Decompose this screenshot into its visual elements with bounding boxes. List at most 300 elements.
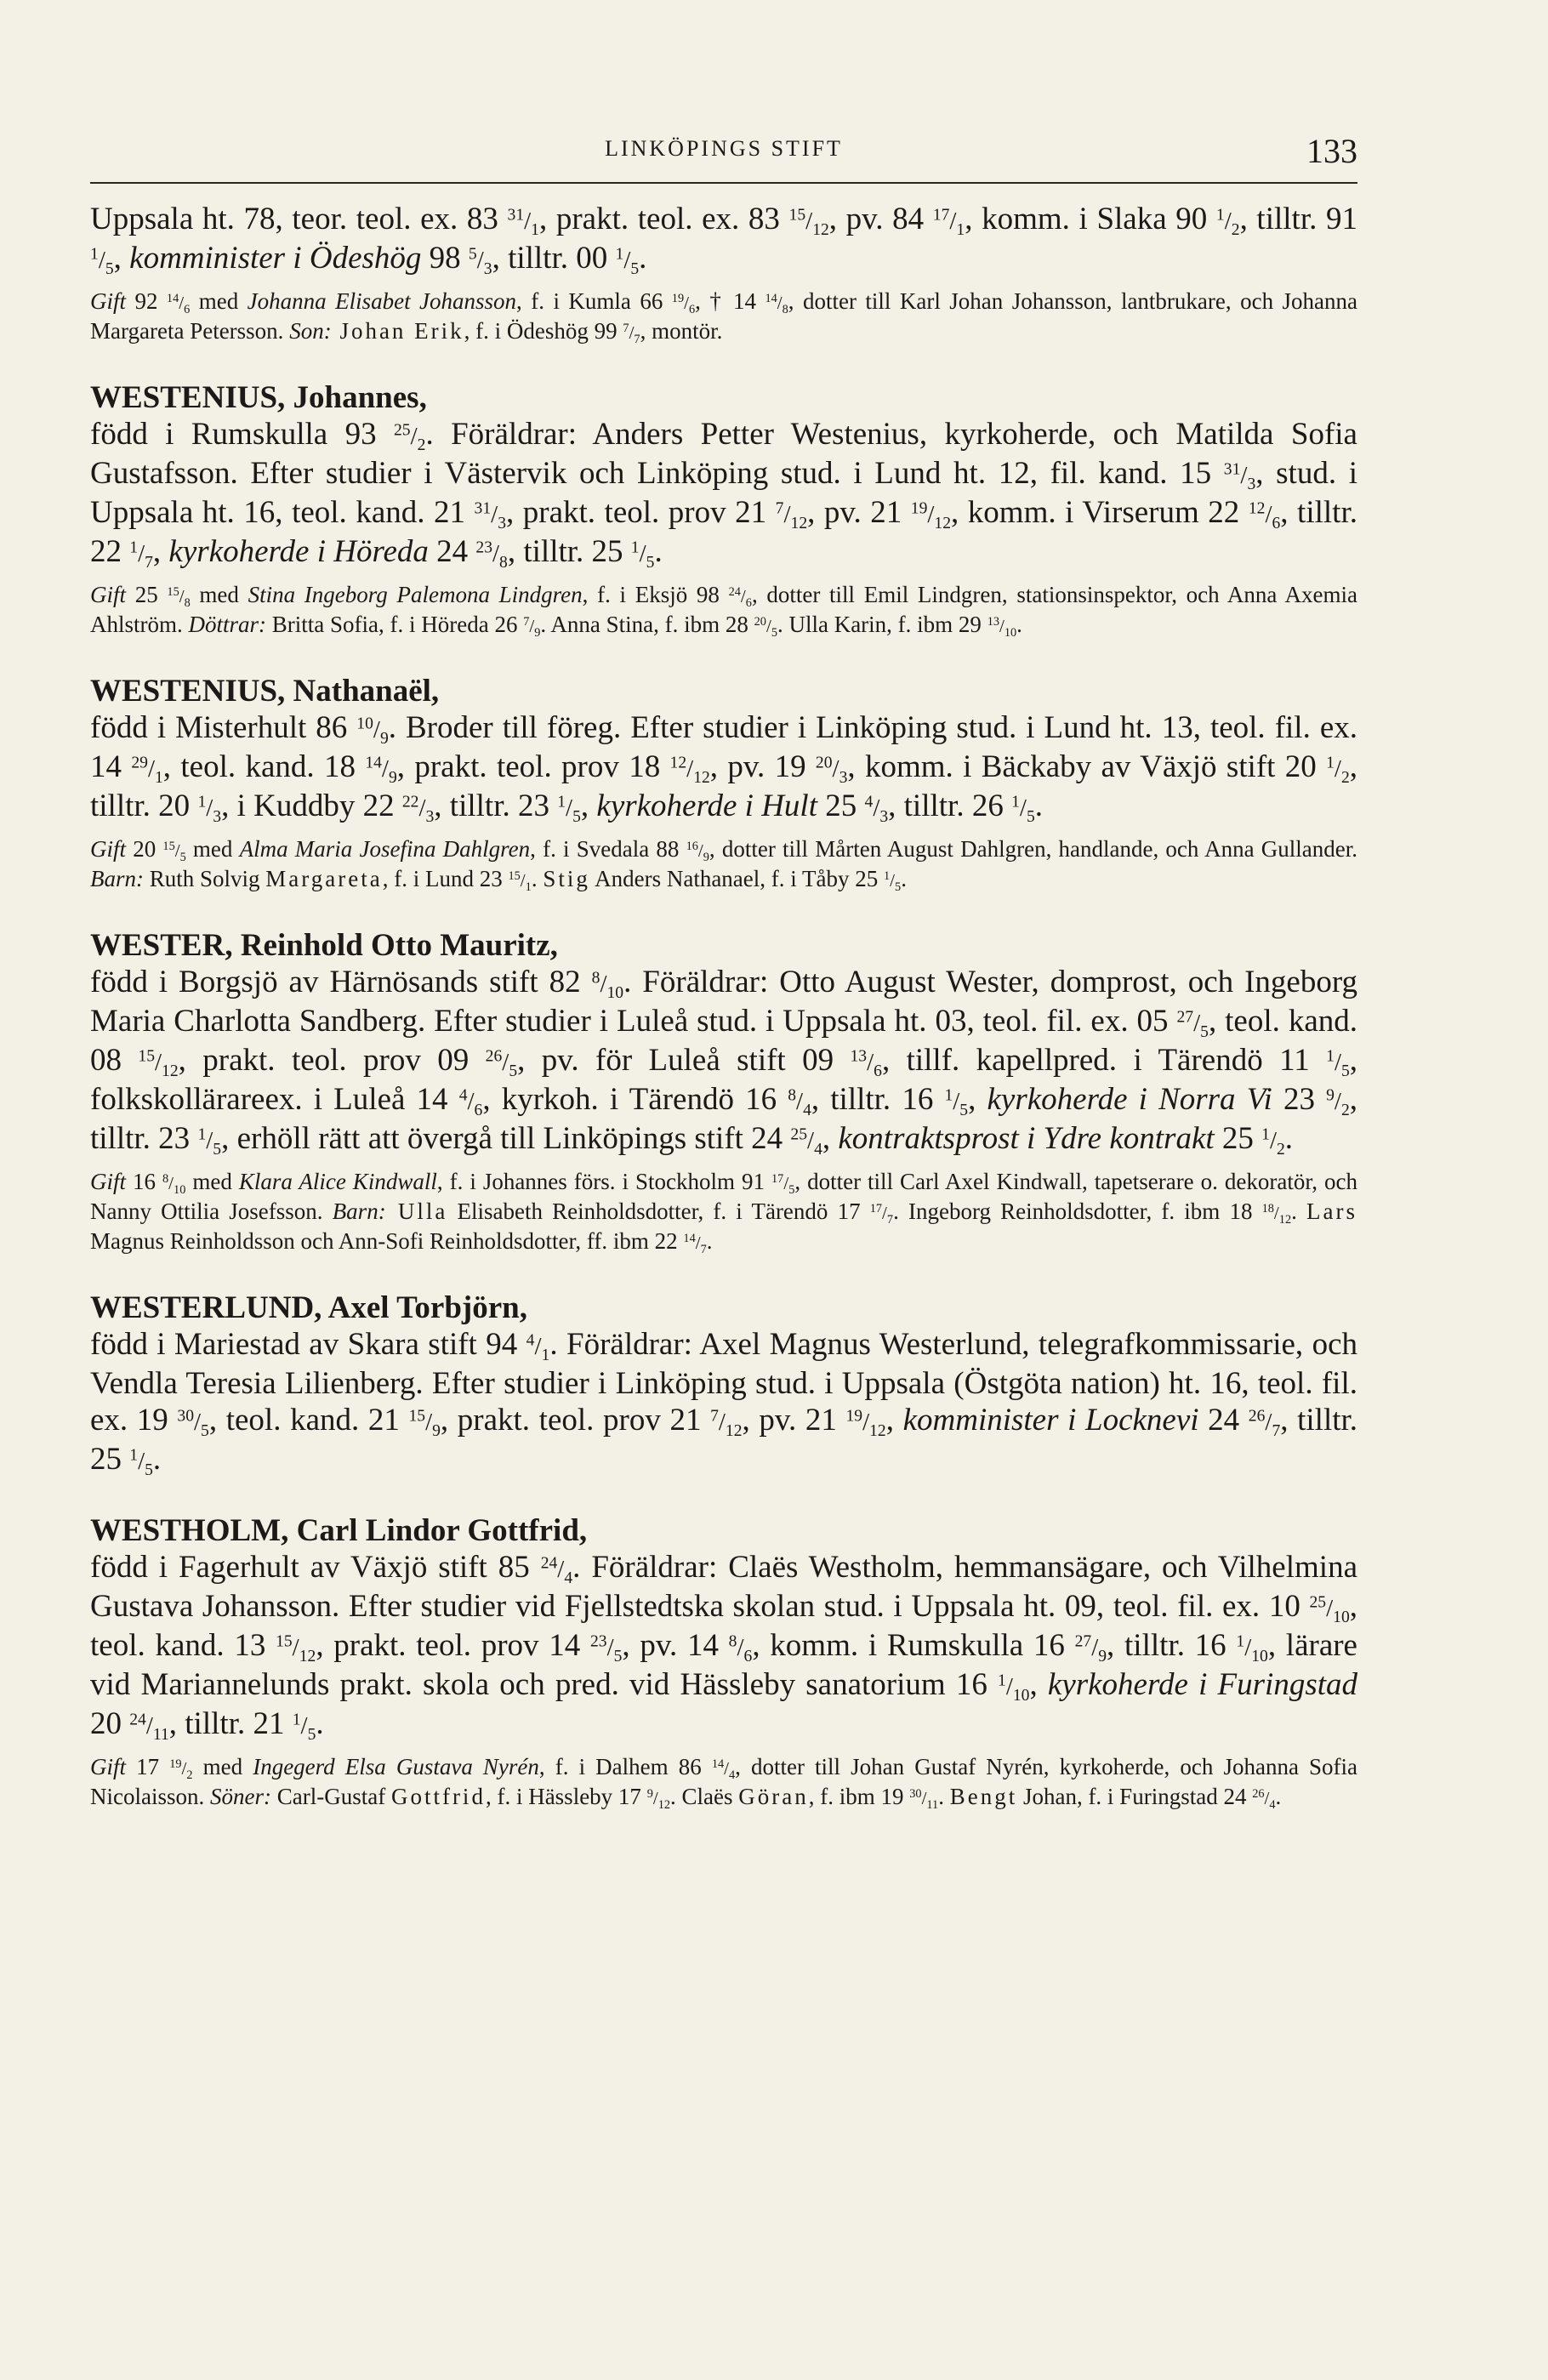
date-fraction: $^9/_2$ bbox=[1326, 1086, 1350, 1119]
text-run: , tilltr. 20 bbox=[90, 749, 1358, 823]
fraction-numerator: 1 bbox=[197, 793, 207, 811]
fraction-denominator: 9 bbox=[388, 768, 397, 787]
fraction-numerator: 19 bbox=[169, 1757, 182, 1771]
text-run: , tilltr. 21 bbox=[168, 1706, 293, 1741]
date-fraction: $^1/_5$ bbox=[557, 793, 581, 826]
text-run: , bbox=[885, 1403, 903, 1438]
entry bbox=[90, 673, 1357, 895]
fraction-numerator: 5 bbox=[468, 245, 477, 264]
fraction-denominator: 12 bbox=[657, 1798, 671, 1813]
fraction-denominator: 4 bbox=[814, 1140, 822, 1159]
date-fraction: $^9/_{12}$ bbox=[646, 1786, 671, 1813]
entry-body bbox=[90, 964, 1357, 1159]
text-run: , montör. bbox=[640, 318, 723, 344]
fraction-denominator: 4 bbox=[803, 1101, 811, 1119]
fraction-denominator: 6 bbox=[1272, 514, 1281, 532]
text-run: , tillf. kapellpred. i Tärendö 11 bbox=[881, 1043, 1327, 1078]
fraction-denominator: 6 bbox=[184, 303, 191, 317]
italic-text: Stina Ingeborg Palemona Lindgren bbox=[248, 582, 583, 607]
fraction-denominator: 2 bbox=[186, 1768, 193, 1783]
text-run: , pv. 21 bbox=[807, 495, 911, 530]
italic-text: Johanna Elisabet Johansson bbox=[247, 288, 517, 314]
text-run: , f. i Svedala 88 bbox=[530, 836, 686, 862]
text-run: , tilltr. 23 bbox=[434, 789, 558, 823]
text-run: . bbox=[1291, 1199, 1306, 1224]
date-fraction: $^7/_7$ bbox=[623, 321, 640, 347]
italic-text: kontraktsprost i Ydre kontrakt bbox=[838, 1121, 1215, 1156]
text-run: 23 bbox=[1272, 1082, 1327, 1117]
fraction-denominator: 2 bbox=[1276, 1140, 1285, 1159]
text-run: , dotter till Emil Lindgren, stationsinspektor, och Anna Axemia Ahlström. bbox=[90, 582, 1358, 637]
fraction-denominator: 5 bbox=[1026, 807, 1035, 826]
fraction-denominator: 2 bbox=[417, 436, 426, 454]
date-fraction: $^8/_{10}$ bbox=[591, 969, 624, 1002]
text-run: . bbox=[1016, 612, 1022, 637]
fraction-numerator: 30 bbox=[909, 1786, 922, 1801]
fraction-numerator: 13 bbox=[850, 1047, 868, 1066]
fraction-numerator: 1 bbox=[292, 1711, 301, 1729]
italic-text: kyrkoherde i Furingstad bbox=[1047, 1667, 1357, 1702]
date-fraction: $^{17}/_5$ bbox=[771, 1171, 795, 1198]
text-run: , dotter till Johan Gustaf Nyrén, kyrkoherde, och Johanna Sofia Nicolaisson. bbox=[90, 1754, 1358, 1809]
fraction-denominator: 7 bbox=[145, 553, 153, 572]
text-run: . bbox=[531, 866, 544, 891]
text-run: , bbox=[968, 1082, 987, 1117]
fraction-denominator: 10 bbox=[606, 983, 624, 1002]
date-fraction: $^8/_{10}$ bbox=[162, 1171, 186, 1198]
date-fraction: $^{24}/_4$ bbox=[540, 1554, 573, 1587]
fraction-numerator: 15 bbox=[788, 206, 806, 225]
date-fraction: $^{30}/_5$ bbox=[177, 1407, 209, 1440]
spaced-name: Göran bbox=[738, 1784, 809, 1809]
fraction-numerator: 17 bbox=[869, 1201, 883, 1216]
fraction-numerator: 25 bbox=[1309, 1593, 1327, 1612]
fraction-denominator: 6 bbox=[743, 1647, 753, 1665]
fraction-denominator: 4 bbox=[1269, 1798, 1276, 1813]
fraction-numerator: 18 bbox=[1261, 1201, 1274, 1216]
text-run: , f. i Hässleby 17 bbox=[485, 1784, 647, 1809]
date-fraction: $^7/_{12}$ bbox=[710, 1407, 743, 1440]
fraction-numerator: 22 bbox=[401, 793, 419, 811]
fraction-numerator: 20 bbox=[815, 754, 833, 772]
fraction-numerator: 17 bbox=[771, 1171, 784, 1186]
text-run: , tilltr. 16 bbox=[811, 1082, 945, 1117]
text-run: född i Fagerhult av Växjö stift 85 bbox=[90, 1550, 541, 1585]
text-run: född i Misterhult 86 bbox=[90, 710, 357, 745]
fraction-denominator: 1 bbox=[154, 768, 163, 787]
text-run: , f. ibm 19 bbox=[808, 1784, 910, 1809]
entry-family-note bbox=[90, 288, 1357, 347]
date-fraction: $^1/_{10}$ bbox=[1236, 1632, 1268, 1665]
text-run: . bbox=[152, 1442, 162, 1477]
text-run: , f. i Eksjö 98 bbox=[582, 582, 729, 607]
fraction-numerator: 1 bbox=[129, 538, 139, 557]
entry-family-note bbox=[90, 581, 1357, 641]
date-fraction: $^{19}/_6$ bbox=[671, 291, 696, 317]
text-run: , f. i Kumla 66 bbox=[516, 288, 672, 314]
date-fraction: $^{19}/_{12}$ bbox=[845, 1407, 886, 1440]
fraction-denominator: 5 bbox=[630, 259, 640, 278]
entry-family-note bbox=[90, 1753, 1357, 1813]
text-run: 24 bbox=[428, 534, 476, 569]
italic-text: Söner: bbox=[210, 1784, 271, 1809]
fraction-numerator: 7 bbox=[623, 321, 629, 335]
fraction-denominator: 7 bbox=[1272, 1421, 1281, 1440]
fraction-numerator: 15 bbox=[167, 584, 179, 599]
text-run: . bbox=[938, 1784, 950, 1809]
text-run: Ruth Solvig bbox=[144, 866, 266, 891]
entry-name: WESTER, Reinhold Otto Mauritz, bbox=[90, 928, 558, 963]
text-run: , tilltr. 22 bbox=[90, 495, 1357, 569]
fraction-denominator: 5 bbox=[572, 807, 581, 826]
date-fraction: $^7/_{12}$ bbox=[775, 499, 808, 532]
fraction-denominator: 6 bbox=[688, 303, 696, 317]
fraction-denominator: 9 bbox=[703, 851, 709, 865]
date-fraction: $^{25}/_2$ bbox=[394, 421, 426, 454]
text-run: , bbox=[152, 534, 169, 569]
fraction-numerator: 1 bbox=[129, 1446, 139, 1465]
text-run: , tilltr. 00 bbox=[492, 241, 616, 276]
fraction-denominator: 5 bbox=[1200, 1022, 1209, 1041]
text-run: . bbox=[706, 1228, 713, 1254]
fraction-denominator: 10 bbox=[174, 1183, 186, 1198]
fraction-denominator: 3 bbox=[1247, 475, 1256, 493]
fraction-denominator: 12 bbox=[869, 1421, 886, 1440]
text-run: , prakt. teol. prov 21 bbox=[440, 1403, 711, 1438]
text-run: , pv. för Luleå stift 09 bbox=[517, 1043, 851, 1078]
text-run: . Anna Stina, f. ibm 28 bbox=[540, 612, 754, 637]
date-fraction: $^8/_6$ bbox=[728, 1632, 753, 1665]
text-run: . bbox=[901, 866, 907, 891]
spaced-name: Lars bbox=[1306, 1199, 1357, 1224]
date-fraction: $^1/_5$ bbox=[884, 868, 902, 895]
fraction-numerator: 23 bbox=[589, 1632, 607, 1651]
fraction-denominator: 8 bbox=[499, 553, 508, 572]
text-run: född i Mariestad av Skara stift 94 bbox=[90, 1327, 526, 1362]
fraction-numerator: 8 bbox=[591, 969, 600, 988]
fraction-numerator: 15 bbox=[162, 839, 175, 853]
text-run: , komm. i Virserum 22 bbox=[951, 495, 1249, 530]
text-run: , prakt. teol. ex. 83 bbox=[538, 202, 789, 236]
text-run: 25 bbox=[1214, 1121, 1262, 1156]
fraction-denominator: 11 bbox=[926, 1798, 939, 1813]
fraction-denominator: 5 bbox=[788, 1183, 795, 1198]
page-number: 133 bbox=[1306, 132, 1357, 170]
date-fraction: $^{26}/_4$ bbox=[1252, 1786, 1276, 1813]
date-fraction: $^1/_5$ bbox=[292, 1711, 316, 1744]
italic-text: Döttrar: bbox=[188, 612, 267, 637]
date-fraction: $^1/_5$ bbox=[944, 1086, 969, 1119]
text-run: , teol. kand. 18 bbox=[162, 749, 366, 784]
text-run: , pv. 21 bbox=[742, 1403, 846, 1438]
text-run: , dotter till Mårten August Dahlgren, handlande, och Anna Gullander. bbox=[709, 836, 1357, 862]
entry-family-note bbox=[90, 835, 1357, 895]
italic-text: Son: bbox=[289, 318, 332, 344]
fraction-denominator: 12 bbox=[299, 1647, 316, 1665]
fraction-numerator: 17 bbox=[932, 206, 950, 225]
fraction-numerator: 27 bbox=[1074, 1632, 1092, 1651]
fraction-denominator: 6 bbox=[745, 596, 752, 611]
date-fraction: $^{13}/_{10}$ bbox=[987, 614, 1017, 641]
text-run: . Föräldrar: Axel Magnus Westerlund, telegrafkommissarie, och Vendla Teresia Lilienberg. Efter studier i Linköping stud. i Uppsala (Östgöta nation) ht. 16, teol. fil. ex. 19 bbox=[90, 1327, 1357, 1438]
date-fraction: $^1/_7$ bbox=[129, 538, 153, 572]
fraction-numerator: 14 bbox=[683, 1231, 696, 1245]
text-run: . bbox=[639, 241, 647, 276]
text-run: 92 bbox=[126, 288, 167, 314]
text-run: Carl-Gustaf bbox=[270, 1784, 391, 1809]
date-fraction: $^1/_2$ bbox=[1326, 754, 1350, 787]
text-run: , teol. kand. 13 bbox=[90, 1589, 1357, 1663]
text-run: 20 bbox=[126, 836, 163, 862]
date-fraction: $^{14}/_8$ bbox=[765, 291, 788, 317]
text-run: , kyrkoh. i Tärendö 16 bbox=[482, 1082, 788, 1117]
italic-text: komminister i Ödeshög bbox=[129, 241, 422, 276]
italic-text: kyrkoherde i Norra Vi bbox=[987, 1082, 1272, 1117]
date-fraction: $^{17}/_1$ bbox=[932, 206, 965, 239]
date-fraction: $^1/_5$ bbox=[90, 245, 114, 278]
fraction-denominator: 5 bbox=[895, 880, 902, 895]
date-fraction: $^{22}/_3$ bbox=[401, 793, 435, 826]
date-fraction: $^{20}/_3$ bbox=[815, 754, 848, 787]
fraction-denominator: 12 bbox=[812, 220, 829, 239]
text-run: 25 bbox=[126, 582, 168, 607]
date-fraction: $^4/_6$ bbox=[458, 1086, 483, 1119]
italic-text: Gift bbox=[90, 1169, 127, 1194]
entry-body bbox=[90, 1549, 1357, 1745]
spaced-name: Margareta bbox=[265, 866, 383, 891]
fraction-denominator: 5 bbox=[201, 1421, 209, 1440]
text-run: , tilltr. 91 bbox=[1239, 202, 1357, 236]
fraction-numerator: 31 bbox=[507, 206, 525, 225]
date-fraction: $^{25}/_{10}$ bbox=[1309, 1593, 1350, 1626]
text-run: . Ingeborg Reinholdsdotter, f. ibm 18 bbox=[893, 1199, 1262, 1224]
fraction-numerator: 1 bbox=[197, 1125, 207, 1144]
fraction-denominator: 5 bbox=[179, 851, 186, 865]
date-fraction: $^1/_3$ bbox=[197, 793, 222, 826]
fraction-denominator: 12 bbox=[934, 514, 952, 532]
date-fraction: $^{24}/_6$ bbox=[728, 584, 752, 611]
fraction-denominator: 10 bbox=[1333, 1608, 1350, 1626]
date-fraction: $^{23}/_5$ bbox=[589, 1632, 623, 1665]
fraction-denominator: 12 bbox=[1278, 1213, 1292, 1227]
fraction-numerator: 27 bbox=[1176, 1008, 1194, 1027]
text-run: , bbox=[113, 241, 130, 276]
running-title: LINKÖPINGS STIFT bbox=[605, 136, 843, 161]
entry bbox=[90, 201, 1357, 347]
fraction-numerator: 26 bbox=[1252, 1786, 1265, 1801]
text-run: , tilltr. 25 bbox=[90, 1403, 1358, 1477]
fraction-denominator: 5 bbox=[145, 1460, 153, 1479]
italic-text: Barn: bbox=[90, 866, 144, 891]
text-run: . Föräldrar: Claës Westholm, hemmansägare, och Vilhelmina Gustava Johansson. Efter studier vid Fjellstedtska skolan stud. i Uppsala ht. 09, teol. fil. ex. 10 bbox=[90, 1550, 1357, 1624]
fraction-denominator: 2 bbox=[1340, 768, 1350, 787]
date-fraction: $^1/_5$ bbox=[630, 538, 655, 572]
fraction-denominator: 3 bbox=[839, 768, 848, 787]
date-fraction: $^{26}/_5$ bbox=[485, 1047, 518, 1080]
entry-name: WESTERLUND, Axel Torbjörn, bbox=[90, 1290, 527, 1325]
text-run: 16 bbox=[126, 1169, 163, 1194]
fraction-numerator: 24 bbox=[728, 584, 741, 599]
spaced-name: Johan Erik bbox=[331, 318, 464, 344]
fraction-numerator: 1 bbox=[630, 538, 640, 557]
fraction-numerator: 8 bbox=[162, 1171, 169, 1186]
fraction-numerator: 15 bbox=[408, 1407, 426, 1426]
fraction-numerator: 1 bbox=[1261, 1125, 1270, 1144]
fraction-denominator: 9 bbox=[534, 626, 541, 641]
entry-family-note bbox=[90, 1168, 1357, 1257]
fraction-denominator: 3 bbox=[425, 807, 435, 826]
fraction-denominator: 1 bbox=[531, 220, 539, 239]
text-run: . bbox=[1275, 1784, 1282, 1809]
fraction-numerator: 13 bbox=[987, 614, 999, 629]
fraction-denominator: 9 bbox=[432, 1421, 441, 1440]
fraction-denominator: 4 bbox=[728, 1768, 736, 1783]
fraction-numerator: 24 bbox=[129, 1711, 146, 1729]
date-fraction: $^{31}/_1$ bbox=[507, 206, 539, 239]
fraction-denominator: 5 bbox=[105, 259, 114, 278]
fraction-numerator: 14 bbox=[711, 1757, 725, 1771]
text-run: född i Rumskulla 93 bbox=[90, 417, 394, 452]
fraction-denominator: 2 bbox=[1340, 1101, 1350, 1119]
text-run: , lärare vid Mariannelunds prakt. skola och pred. vid Hässleby sanatorium 16 bbox=[90, 1628, 1357, 1702]
date-fraction: $^{19}/_{12}$ bbox=[910, 499, 952, 532]
text-run: med bbox=[190, 288, 248, 314]
text-run: . Föräldrar: Anders Petter Westenius, kyrkoherde, och Matilda Sofia Gustafsson. Efter studier i Västervik och Linköping stud. i Lund ht. 12, fil. kand. 15 bbox=[90, 417, 1357, 491]
fraction-numerator: 1 bbox=[1236, 1632, 1245, 1651]
date-fraction: $^{15}/_8$ bbox=[167, 584, 191, 611]
date-fraction: $^{26}/_7$ bbox=[1248, 1407, 1281, 1440]
date-fraction: $^1/_5$ bbox=[197, 1125, 222, 1159]
italic-text: Gift bbox=[90, 1754, 127, 1779]
date-fraction: $^8/_4$ bbox=[788, 1086, 811, 1119]
text-run: , bbox=[580, 789, 597, 823]
fraction-denominator: 7 bbox=[634, 333, 640, 347]
entry-body bbox=[90, 1326, 1357, 1480]
fraction-numerator: 23 bbox=[475, 538, 493, 557]
date-fraction: $^{29}/_1$ bbox=[131, 754, 163, 787]
date-fraction: $^1/_2$ bbox=[1215, 206, 1240, 239]
text-run: , stud. i Uppsala ht. 16, teol. kand. 21 bbox=[90, 456, 1357, 530]
italic-text: kyrkoherde i Hult bbox=[596, 789, 817, 823]
text-run: . bbox=[1284, 1121, 1294, 1156]
fraction-numerator: 15 bbox=[276, 1632, 293, 1651]
date-fraction: $^{24}/_{11}$ bbox=[129, 1711, 169, 1744]
spaced-name: Bengt bbox=[949, 1784, 1018, 1809]
date-fraction: $^4/_3$ bbox=[864, 793, 889, 826]
text-run: med bbox=[190, 582, 248, 607]
text-run: , komm. i Slaka 90 bbox=[965, 202, 1216, 236]
text-run: , † 14 bbox=[695, 288, 765, 314]
fraction-numerator: 1 bbox=[884, 868, 891, 883]
fraction-denominator: 3 bbox=[498, 514, 506, 532]
text-run: , f. i Dalhem 86 bbox=[538, 1754, 712, 1779]
fraction-numerator: 1 bbox=[1326, 754, 1335, 772]
date-fraction: $^{25}/_4$ bbox=[790, 1125, 822, 1159]
fraction-denominator: 1 bbox=[956, 220, 965, 239]
fraction-denominator: 1 bbox=[525, 880, 532, 895]
fraction-numerator: 1 bbox=[944, 1086, 953, 1105]
fraction-numerator: 4 bbox=[864, 793, 874, 811]
date-fraction: $^{14}/_6$ bbox=[166, 291, 191, 317]
fraction-numerator: 1 bbox=[557, 793, 566, 811]
text-run: , pv. 84 bbox=[828, 202, 933, 236]
fraction-numerator: 4 bbox=[458, 1086, 468, 1105]
date-fraction: $^{15}/_1$ bbox=[508, 868, 532, 895]
fraction-denominator: 1 bbox=[541, 1346, 550, 1364]
date-fraction: $^1/_5$ bbox=[129, 1446, 153, 1479]
text-run: . Föräldrar: Otto August Wester, domprost, och Ingeborg Maria Charlotta Sandberg. Efter studier i Luleå stud. i Uppsala ht. 03, teol. fil. ex. 05 bbox=[90, 965, 1357, 1039]
fraction-numerator: 1 bbox=[90, 245, 99, 264]
text-run: , f. i Johannes förs. i Stockholm 91 bbox=[436, 1169, 772, 1194]
fraction-numerator: 1 bbox=[998, 1671, 1006, 1690]
entry bbox=[90, 1290, 1357, 1480]
fraction-numerator: 1 bbox=[615, 245, 624, 264]
fraction-denominator: 12 bbox=[693, 768, 710, 787]
date-fraction: $^7/_9$ bbox=[523, 614, 541, 641]
fraction-denominator: 6 bbox=[474, 1101, 483, 1119]
fraction-denominator: 5 bbox=[959, 1101, 969, 1119]
italic-text: komminister i Locknevi bbox=[902, 1403, 1199, 1438]
text-run: med bbox=[192, 1754, 253, 1779]
entry-body bbox=[90, 201, 1357, 279]
text-run: , f. i Lund 23 bbox=[382, 866, 509, 891]
text-run: . Broder till föreg. Efter studier i Linköping stud. i Lund ht. 13, teol. fil. ex. 14 bbox=[90, 710, 1358, 784]
fraction-denominator: 12 bbox=[790, 514, 808, 532]
fraction-denominator: 9 bbox=[1098, 1647, 1107, 1665]
italic-text: kyrkoherde i Höreda bbox=[168, 534, 429, 569]
fraction-numerator: 25 bbox=[790, 1125, 808, 1144]
text-run: , prakt. teol. prov 18 bbox=[396, 749, 670, 784]
fraction-numerator: 12 bbox=[1248, 499, 1266, 518]
text-run: , tilltr. 26 bbox=[888, 789, 1012, 823]
fraction-denominator: 8 bbox=[184, 596, 191, 611]
fraction-denominator: 5 bbox=[613, 1647, 623, 1665]
text-run: , tilltr. 23 bbox=[90, 1082, 1357, 1156]
fraction-numerator: 7 bbox=[710, 1407, 719, 1426]
text-run: , erhöll rätt att övergå till Linköpings stift 24 bbox=[221, 1121, 791, 1156]
date-fraction: $^{15}/_{12}$ bbox=[276, 1632, 316, 1665]
italic-text: Alma Maria Josefina Dahlgren bbox=[239, 836, 531, 862]
fraction-denominator: 3 bbox=[213, 807, 222, 826]
fraction-denominator: 4 bbox=[564, 1569, 573, 1587]
text-run: , i Kuddby 22 bbox=[221, 789, 402, 823]
fraction-numerator: 9 bbox=[646, 1786, 653, 1801]
date-fraction: $^4/_1$ bbox=[526, 1331, 550, 1364]
date-fraction: $^{19}/_2$ bbox=[169, 1757, 193, 1783]
fraction-numerator: 12 bbox=[669, 754, 687, 772]
date-fraction: $^{17}/_7$ bbox=[869, 1201, 894, 1227]
date-fraction: $^5/_3$ bbox=[468, 245, 492, 278]
italic-text: Barn: bbox=[332, 1199, 386, 1224]
entry bbox=[90, 379, 1357, 641]
date-fraction: $^{31}/_3$ bbox=[1223, 460, 1256, 493]
text-run: , tilltr. 16 bbox=[1107, 1628, 1237, 1663]
text-run: . bbox=[1034, 789, 1043, 823]
text-run: Uppsala ht. 78, teor. teol. ex. 83 bbox=[90, 202, 508, 236]
fraction-denominator: 2 bbox=[1231, 220, 1240, 239]
text-run: 24 bbox=[1198, 1403, 1249, 1438]
text-run: , prakt. teol. prov 09 bbox=[178, 1043, 486, 1078]
fraction-denominator: 5 bbox=[213, 1140, 222, 1159]
italic-text: Gift bbox=[90, 836, 127, 862]
fraction-numerator: 29 bbox=[131, 754, 148, 772]
text-run: , pv. 19 bbox=[709, 749, 816, 784]
fraction-numerator: 30 bbox=[177, 1407, 195, 1426]
text-run: . bbox=[316, 1706, 324, 1741]
fraction-denominator: 3 bbox=[879, 807, 889, 826]
text-run: , bbox=[822, 1121, 839, 1156]
date-fraction: $^{14}/_9$ bbox=[365, 754, 397, 787]
